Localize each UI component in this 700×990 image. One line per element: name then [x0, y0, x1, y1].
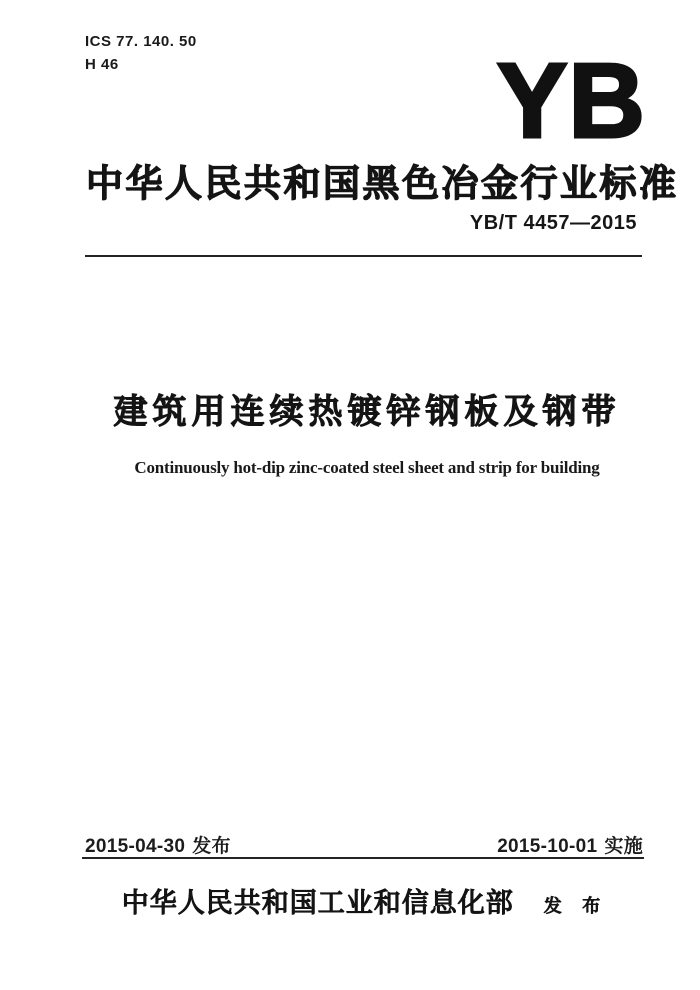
standard-category-title: 中华人民共和国黑色冶金行业标准 — [86, 163, 679, 204]
publisher-action-label: 发 布 — [543, 896, 609, 916]
publisher-row — [0, 881, 700, 920]
yb-logo: YB — [496, 42, 646, 160]
ics-code: ICS 77. 140. 50 — [85, 33, 197, 50]
date-row — [85, 831, 643, 858]
title-block — [0, 384, 700, 478]
issue-date: 2015-04-30 — [85, 836, 186, 857]
document-title-chinese: 建筑用连续热镀锌钢板及钢带 — [113, 393, 621, 431]
issue-date-cell — [85, 831, 231, 858]
ics-classification — [85, 30, 197, 76]
implement-date: 2015-10-01 — [497, 836, 598, 857]
footer-divider — [82, 857, 644, 859]
publisher-name: 中华人民共和国工业和信息化部 — [121, 888, 514, 918]
implement-date-cell — [497, 831, 643, 858]
header-divider — [85, 255, 642, 257]
document-title-english: Continuously hot-dip zinc-coated steel sheet and strip for building — [134, 458, 600, 477]
ccs-code: H 46 — [85, 56, 119, 73]
implement-label: 实施 — [604, 836, 643, 857]
issue-label: 发布 — [192, 836, 231, 857]
standard-number: YB/T 4457—2015 — [469, 212, 637, 234]
